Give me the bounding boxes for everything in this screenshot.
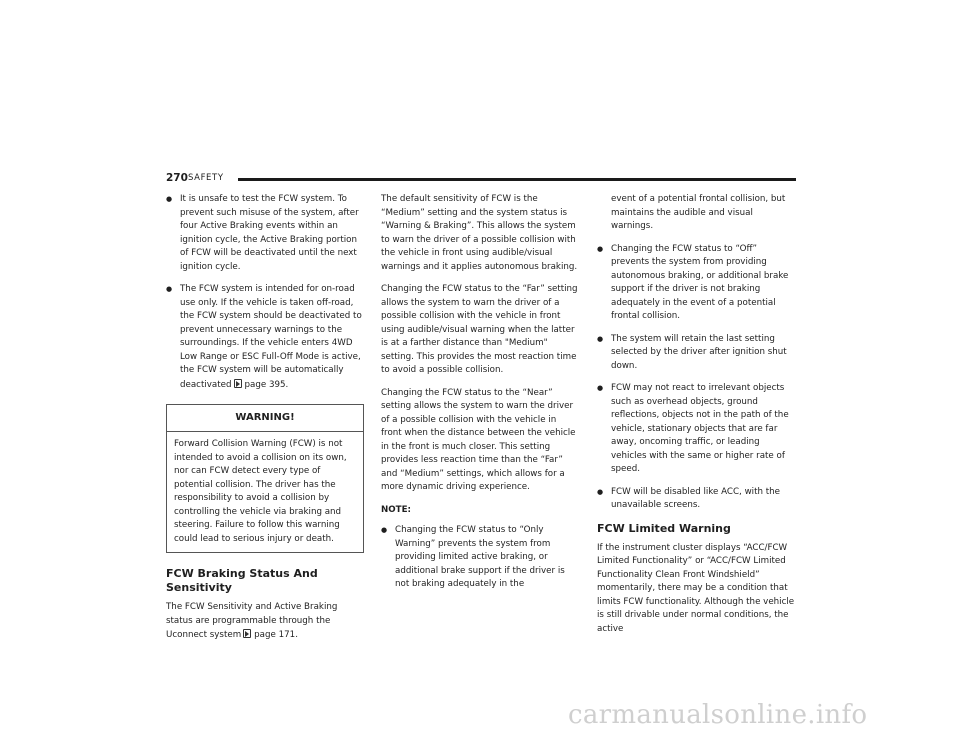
bullet-item: ● The system will retain the last setting selected by the driver after ignition shut down. (597, 333, 795, 374)
column-right (597, 193, 795, 645)
paragraph: Changing the FCW status to the “Near” setting allows the system to warn the driver of a possible collision with the vehicle in front when the distance between the vehicle in the front is much closer. This setting provides less reaction time than the “Far” and “Medium” settings, which allows for a more dynamic driving experience. (381, 387, 576, 492)
page-reference-link[interactable]: page 395. (244, 379, 289, 390)
warning-box (166, 404, 364, 553)
page-reference-link[interactable]: page 171. (254, 630, 298, 640)
paragraph: Changing the FCW status to the “Far” setting allows the system to warn the driver of a possible collision with the vehicle in front using audible/visual warning when the latter is at a farther distance than "Medium" setting. This provides the most reaction time to avoid a possible collision. (381, 284, 578, 375)
warning-title: WARNING! (167, 405, 363, 432)
bullet-item: ● It is unsafe to test the FCW system. To prevent such misuse of the system, after four Active Braking events within an ignition cycle, the Active Braking portion of FCW will be deactivated until the next ignition cycle. (166, 193, 364, 274)
page-number: 270 (166, 172, 188, 184)
paragraph: The default sensitivity of FCW is the “Medium” setting and the system status is “Warning & Braking”. This allows the system to warn the driver of a possible collision with the vehicle in front using audible/visual warnings and it applies autonomous braking. (381, 194, 578, 272)
watermark: carmanualsonline.info (568, 700, 868, 730)
bullet-text: The FCW system is intended for on-road use only. If the vehicle is taken off-road, the FCW system should be deactivated to prevent unnecessary warnings to the surroundings. If the vehicle enters 4WD Low Range or ESC Full-Off Mode is active, the FCW system will be automatically deactivated (180, 284, 362, 390)
page-reference-icon (243, 629, 251, 638)
note-label: NOTE: (381, 504, 411, 515)
paragraph-text: The FCW Sensitivity and Active Braking status are programmable through the Uconnect system (166, 602, 338, 640)
header-rule (238, 178, 796, 181)
bullet-item: ● Changing the FCW status to “Off” prevents the system from providing autonomous braking, or additional brake support if the driver is not braking adequately in the event of a potential frontal collision. (597, 243, 795, 324)
column-left (166, 193, 364, 652)
paragraph (166, 601, 364, 643)
section-heading: FCW Limited Warning (597, 521, 731, 535)
paragraph: If the instrument cluster displays “ACC/FCW Limited Functionality” or “ACC/FCW Limited Functionality Clean Front Windshield” momentarily, there may be a condition that limits FCW functionality. Although the vehicle is still drivable under normal conditions, the active (597, 542, 795, 634)
bullet-continuation: event of a potential frontal collision, but maintains the audible and visual warnings. (611, 194, 786, 231)
bullet-item: ● FCW may not react to irrelevant objects such as overhead objects, ground reflections, objects not in the path of the vehicle, stationary objects that are far away, oncoming traffic, or leading vehicles with the same or higher rate of speed. (597, 382, 795, 477)
warning-text: Forward Collision Warning (FCW) is not intended to avoid a collision on its own, nor can FCW detect every type of potential collision. The driver has the responsibility to avoid a collision by controlling the vehicle via braking and steering. Failure to follow this warning could lead to serious injury or death. (174, 439, 347, 544)
column-middle (381, 193, 579, 601)
bullet-item: ● Changing the FCW status to “Only Warning” prevents the system from providing limited active braking, or additional brake support if the driver is not braking adequately in the (381, 524, 579, 592)
section-heading: FCW Braking Status And Sensitivity (166, 567, 318, 594)
page-reference-icon (234, 379, 242, 388)
bullet-item: ● FCW will be disabled like ACC, with the unavailable screens. (597, 486, 795, 513)
section-title: SAFETY (188, 173, 224, 183)
page-header (166, 171, 796, 185)
bullet-item (166, 283, 364, 392)
